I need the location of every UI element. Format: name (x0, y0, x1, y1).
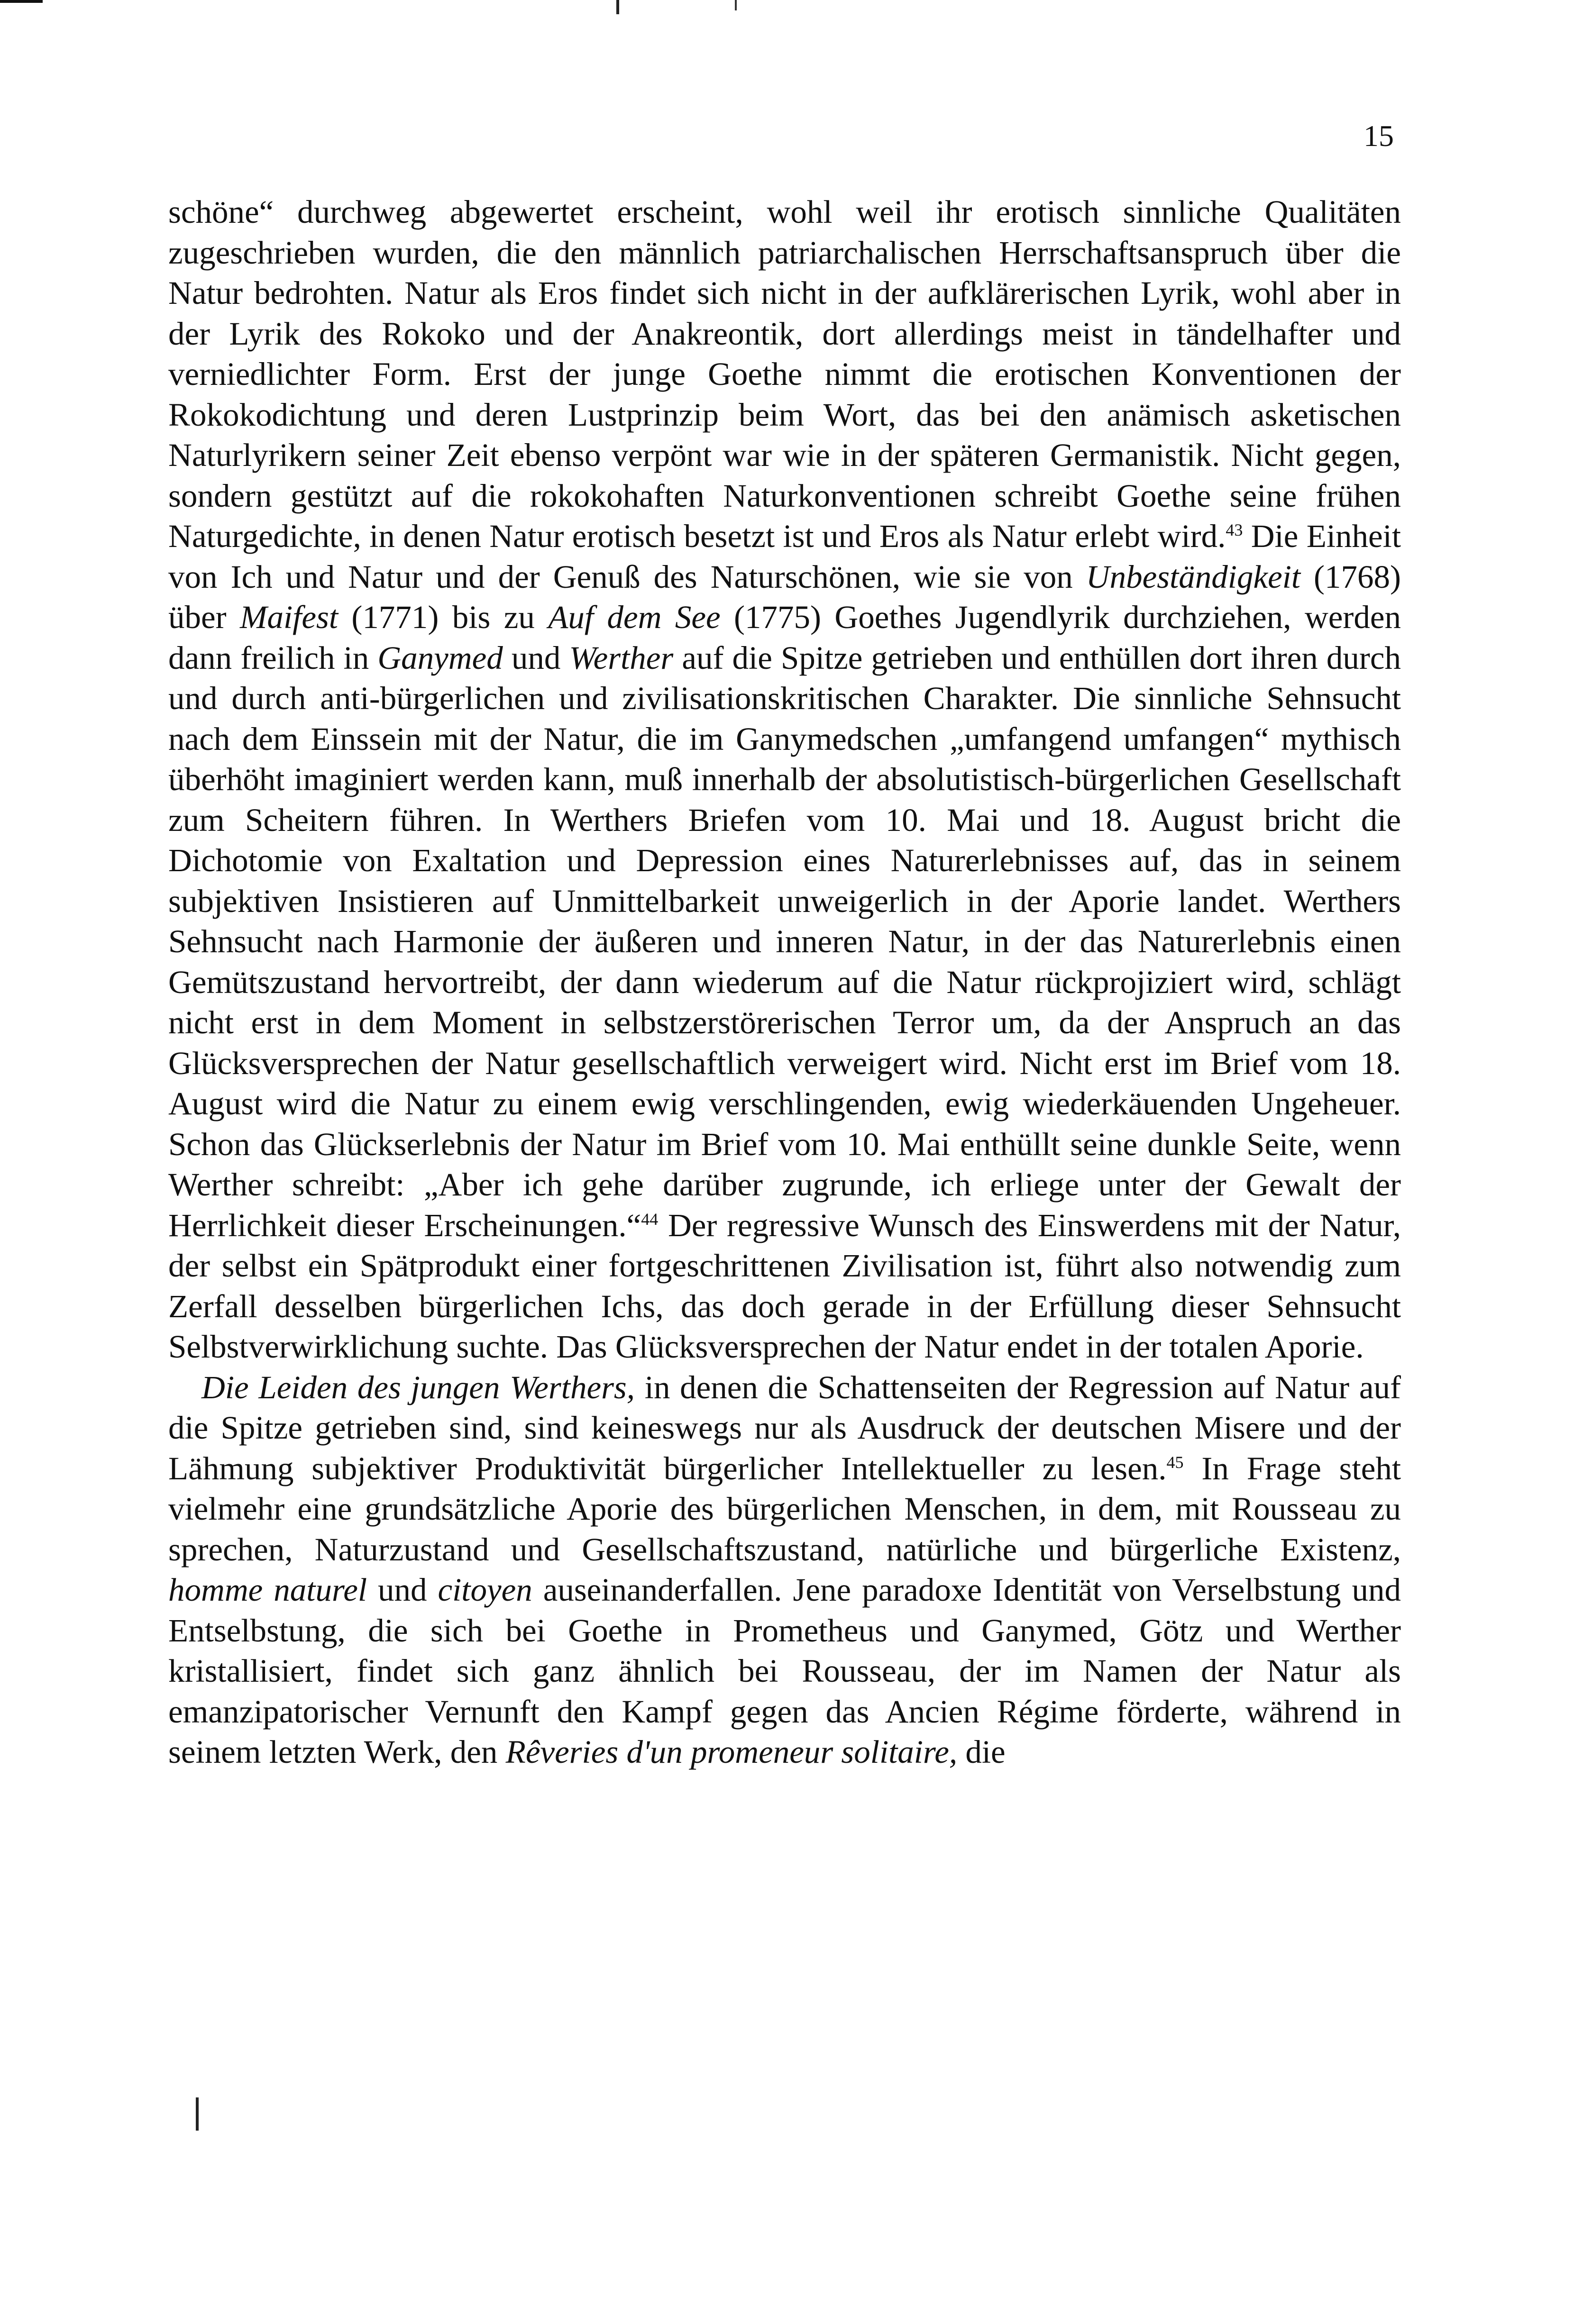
text-run: (1775) Goethes Jugendlyrik durchziehen, werden dann freilich in (168, 599, 1401, 676)
text-run: Der regressive Wunsch des Einswerdens mit der Natur, der selbst ein Spätprodukt einer fortgeschrittenen Zivilisation ist, führt also notwendig zum Zerfall desselben bürgerlichen Ichs, das doch gerade in der Erfüllung dieser Sehnsucht Selbstverwirklichung suchte. Das Glücksversprechen der Natur endet in der totalen Aporie. (168, 1207, 1401, 1365)
text-run: in denen die Schattenseiten der Regression auf Natur auf die Spitze getrieben sind, sind keineswegs nur als Ausdruck der deutschen Misere und der Lähmung subjektiver Produktivität bürgerlicher Intellektueller zu lesen. (168, 1369, 1401, 1486)
footnote-ref-45: 45 (1166, 1452, 1184, 1472)
body-text (168, 192, 1401, 1773)
text-run: In Frage steht vielmehr eine grundsätzliche Aporie des bürgerlichen Menschen, in dem, mit Rousseau zu sprechen, Naturzustand und Gesellschaftszustand, natürliche und bürgerliche Existenz, (168, 1450, 1401, 1568)
text-run: und (367, 1572, 438, 1608)
italic-term: homme naturel (168, 1572, 367, 1608)
italic-term: citoyen (438, 1572, 532, 1608)
italic-title: Ganymed (377, 639, 503, 676)
italic-title: Die Leiden des jungen Werthers, (201, 1369, 635, 1405)
footnote-ref-44: 44 (641, 1209, 659, 1229)
italic-title: Auf dem See (548, 599, 721, 635)
text-run: auseinanderfallen. Jene paradoxe Identität von Verselbstung und Entselbstung, die sich bei Goethe in Prometheus und Ganymed, Götz und Werther kristallisiert, findet sich ganz ähnlich bei Rousseau, der im Namen der Natur als emanzipatorischer Vernunft den Kampf gegen das Ancien Régime förderte, während in seinem letzten Werk, den (168, 1572, 1401, 1770)
text-run: auf die Spitze getrieben und enthüllen dort ihren durch und durch anti-bürgerlichen und zivilisationskritischen Charakter. Die sinnliche Sehnsucht nach dem Einssein mit der Natur, die im Ganymedschen „umfangend umfangen“ mythisch überhöht imaginiert werden kann, muß innerhalb der absolutistisch-bürgerlichen Gesellschaft zum Scheitern führen. In Werthers Briefen vom 10. Mai und 18. August bricht die Dichotomie von Exaltation und Depression eines Naturerlebnisses auf, das in seinem subjektiven Insistieren auf Unmittelbarkeit unweigerlich in der Aporie landet. Werthers Sehnsucht nach Harmonie der äußeren und inneren Natur, in der das Naturerlebnis einen Gemütszustand hervortreibt, der dann wiederum auf die Natur rückprojiziert wird, schlägt nicht erst in dem Moment in selbstzerstörerischen Terror um, da der Anspruch an das Glücksversprechen der Natur gesellschaftlich verweigert wird. Nicht erst im Brief vom 18. August wird die Natur zu einem ewig verschlingenden, ewig wiederkäuenden Ungeheuer. Schon das Glückserlebnis der Natur im Brief vom 10. Mai enthüllt seine dunkle Seite, wenn Werther schreibt: „Aber ich gehe darüber zugrunde, ich erliege unter der Gewalt der Herrlichkeit dieser Erscheinungen.“ (168, 639, 1401, 1243)
italic-title: Rêveries d'un promeneur solitaire, (505, 1734, 958, 1770)
text-run: schöne“ durchweg abgewertet erscheint, wohl weil ihr erotisch sinnliche Qualitäten zugeschrieben wurden, die den männlich patriarchalischen Herrschaftsanspruch über die Natur bedrohten. Natur als Eros findet sich nicht in der aufklärerischen Lyrik, wohl aber in der Lyrik des Rokoko und der Anakreontik, dort allerdings meist in tändelhafter und verniedlichter Form. Erst der junge Goethe nimmt die erotischen Konventionen der Rokokodichtung und deren Lustprinzip beim Wort, das bei den anämisch asketischen Naturlyrikern seiner Zeit ebenso verpönt war wie in der späteren Germanistik. Nicht gegen, sondern gestützt auf die rokokohaften Naturkonventionen schreibt Goethe seine frühen Naturgedichte, in denen Natur erotisch besetzt ist und Eros als Natur erlebt wird. (168, 194, 1401, 554)
paragraph-1 (168, 192, 1401, 1367)
scan-artifact-mark (0, 0, 43, 3)
paragraph-2 (168, 1367, 1401, 1773)
italic-title: Werther (569, 639, 674, 676)
text-run: und (503, 639, 569, 676)
italic-title: Unbeständigkeit (1086, 558, 1301, 595)
scan-artifact-mark (616, 0, 619, 14)
text-run: (1771) bis zu (338, 599, 549, 635)
scan-artifact-mark (735, 0, 737, 10)
page-number: 15 (1363, 119, 1394, 153)
footnote-ref-43: 43 (1226, 520, 1243, 539)
text-run: die (957, 1734, 1006, 1770)
scan-artifact-mark (196, 2097, 199, 2131)
text-run: (1768) über (168, 558, 1401, 635)
text-run: Die Einheit von Ich und Natur und der Genuß des Naturschönen, wie sie von (168, 518, 1401, 595)
italic-title: Maifest (240, 599, 338, 635)
